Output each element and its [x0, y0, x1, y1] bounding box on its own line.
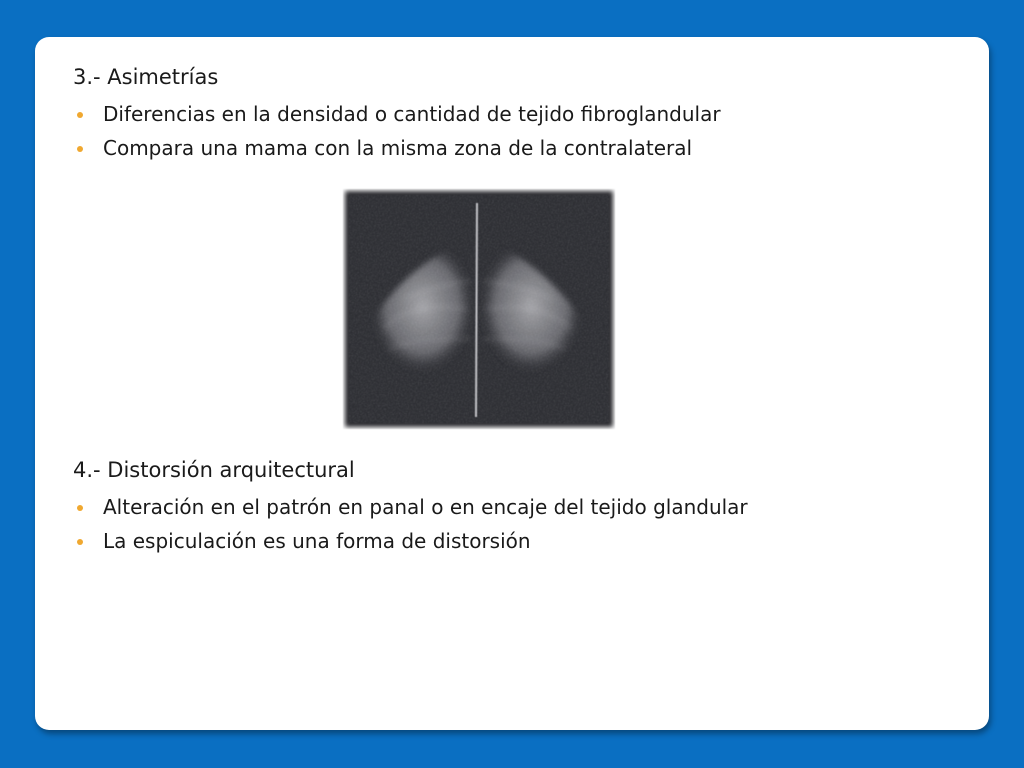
list-item [73, 524, 748, 558]
bullet-text: La espiculación es una forma de distorsión [103, 529, 531, 553]
bullet-icon [77, 112, 83, 118]
bullet-icon [77, 539, 83, 545]
list-item [73, 490, 748, 524]
section-heading-asimetrias: 3.- Asimetrías [73, 65, 219, 89]
list-item [73, 97, 721, 131]
bullet-text: Compara una mama con la misma zona de la contralateral [103, 136, 693, 160]
bullet-text: Alteración en el patrón en panal o en encaje del tejido glandular [103, 495, 748, 519]
bullet-icon [77, 146, 83, 152]
bullet-text: Diferencias en la densidad o cantidad de tejido fibroglandular [103, 102, 721, 126]
bullet-list-asimetrias [73, 97, 721, 165]
list-item [73, 131, 721, 165]
section-heading-distorsion: 4.- Distorsión arquitectural [73, 458, 355, 482]
bullet-icon [77, 505, 83, 511]
slide [35, 37, 989, 730]
mammogram-image [343, 189, 615, 429]
bullet-list-distorsion [73, 490, 748, 558]
